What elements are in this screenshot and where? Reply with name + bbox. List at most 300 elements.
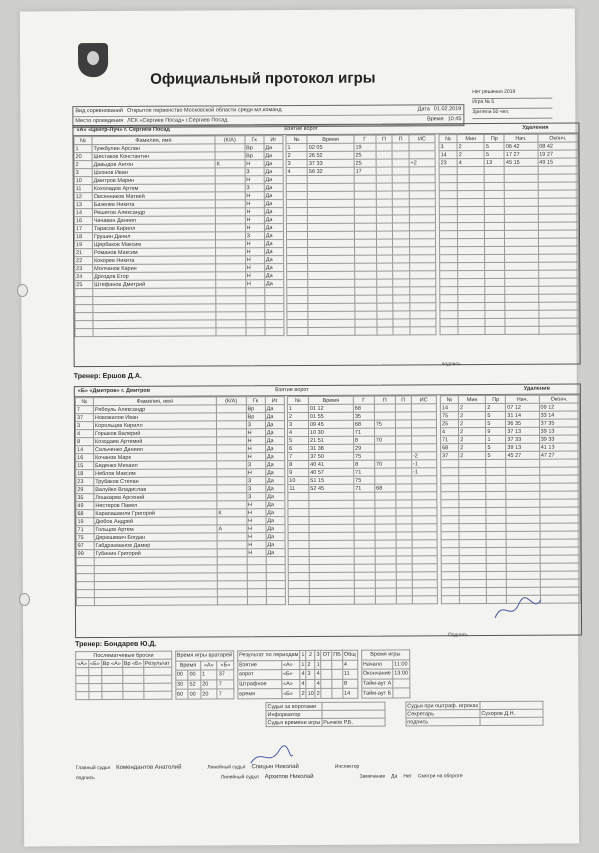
right-official-role: подпись — [406, 718, 480, 726]
team-a-pen-empty — [439, 191, 457, 199]
team-b-player-cell: Новожилов Иван — [93, 413, 216, 422]
team-a-goal-col-header: П — [376, 135, 393, 143]
team-a-pen-empty — [458, 271, 485, 279]
team-b-goal-scorer: 71 — [353, 428, 374, 436]
team-a-goal-empty — [393, 303, 410, 311]
team-b-goal-empty — [375, 588, 396, 596]
team-a-player-cell — [265, 312, 284, 320]
team-a-player-cell: Да — [264, 176, 283, 184]
team-a-goal-empty — [376, 255, 393, 263]
period-row — [238, 689, 358, 699]
team-b-goal-time: 01 55 — [308, 412, 353, 420]
team-a-player-cell — [246, 320, 265, 328]
team-a-goal-empty — [308, 319, 355, 327]
team-a-pen-col-header: Оконч. — [538, 134, 578, 142]
team-b-pen-end: 09 12 — [539, 403, 579, 411]
team-b-player-cell: 37 — [75, 414, 93, 422]
team-b-pen-min: 2 — [459, 404, 486, 412]
team-a-goal-empty — [308, 271, 355, 279]
team-b-col-header: Фамилия, имя — [93, 397, 216, 406]
team-a-goal-empty — [409, 231, 435, 239]
team-b-player-cell — [247, 573, 266, 581]
team-b-player-cell: Неблов Максим — [94, 469, 217, 478]
team-a-pen-empty — [485, 318, 505, 326]
team-b-player-cell — [247, 597, 266, 605]
team-a-goal-assist1 — [376, 159, 393, 167]
team-a-player-cell: Щербаков Максим — [92, 240, 215, 249]
goalie-title: Время игры вратарей — [176, 652, 233, 659]
time: 10:45 — [447, 116, 462, 123]
team-a-player-cell: Н — [245, 224, 264, 232]
team-b-player-cell: Н — [246, 469, 265, 477]
team-b-pen-player: 25 — [440, 420, 458, 428]
period-value — [332, 669, 343, 679]
team-a-pen-empty — [504, 174, 537, 182]
team-b-goal-empty — [412, 532, 437, 540]
team-b-pen-empty — [441, 468, 459, 476]
team-a-goal-empty — [410, 327, 436, 335]
team-a-player-cell — [265, 320, 284, 328]
team-a-goal-empty — [377, 311, 394, 319]
team-b-player-cell: Н — [247, 517, 266, 525]
team-b-goal-assist1 — [375, 468, 396, 476]
team-a-pen-empty — [505, 214, 538, 222]
team-a-player-cell: Н — [245, 160, 264, 168]
team-b-goal-empty — [412, 524, 437, 532]
team-a-player-cell: Кокорев Никита — [93, 256, 216, 265]
team-a-pen-empty — [458, 319, 485, 327]
team-b-goal-empty — [354, 508, 375, 516]
team-b-goal-empty — [396, 564, 412, 572]
team-a-player-cell: Овсянников Матвей — [92, 192, 215, 201]
team-a-player-cell: Н — [245, 248, 264, 256]
team-b-pen-empty — [441, 492, 459, 500]
team-a-player-cell: 11 — [74, 185, 92, 193]
remark-option: Нет — [403, 773, 412, 780]
team-b-pen-empty — [459, 580, 486, 588]
date-label: Дата — [417, 106, 430, 113]
team-b-goal-assist1 — [374, 452, 395, 460]
protocol-label: Нет решения 2019 — [472, 89, 552, 99]
team-b-player-cell — [217, 469, 247, 477]
team-b-goal-no: 10 — [288, 476, 309, 484]
game-time-row — [361, 688, 409, 698]
team-b-goal-empty — [309, 548, 354, 556]
team-b-goal-empty — [354, 588, 375, 596]
team-a-player-cell: Да — [264, 280, 283, 288]
team-b-pen-empty — [540, 515, 580, 523]
team-b-pen-start: 39 13 — [506, 443, 539, 451]
team-b-goal-empty — [354, 556, 375, 564]
shootout-cell — [143, 691, 171, 699]
team-b-goal-empty — [288, 588, 309, 596]
team-a-goal-empty — [393, 271, 410, 279]
team-a-pen-col-header: Нач. — [504, 134, 537, 142]
team-a-player-cell: Штефанов Дмитрий — [93, 280, 216, 289]
team-b-player-cell: З — [246, 485, 265, 493]
team-b-player-cell — [247, 565, 266, 573]
team-b-player-cell — [217, 557, 247, 565]
team-a-pen-empty — [485, 238, 505, 246]
team-a-pen-empty — [485, 310, 505, 318]
team-a-goal-empty — [393, 319, 410, 327]
team-b-player-cell: 49 — [76, 502, 94, 510]
game-time-table — [361, 649, 410, 698]
game-time-row — [361, 679, 409, 689]
team-a-goal-empty — [308, 247, 355, 255]
team-b-pen-empty — [441, 532, 459, 540]
team-b-goal-situation — [411, 412, 436, 420]
team-a-penalties-table — [438, 134, 579, 336]
summary-row — [75, 649, 580, 701]
team-b-goal-no: 9 — [288, 468, 309, 476]
team-b-goal-empty — [309, 564, 354, 572]
team-a-player-cell — [216, 288, 246, 296]
team-b-player-cell — [216, 413, 246, 421]
team-b-player-cell: З — [246, 461, 265, 469]
team-b-pen-empty — [441, 524, 459, 532]
team-b-pen-end: 47 27 — [539, 451, 579, 459]
team-a-goal-empty — [286, 207, 307, 215]
team-b-pen-player: 37 — [441, 452, 459, 460]
goalie-cell: 00 — [188, 689, 201, 699]
team-b-pen-empty — [540, 579, 580, 587]
team-a-goal-empty — [287, 279, 308, 287]
team-b-pen-empty — [441, 508, 459, 516]
team-a-goal-empty — [354, 223, 376, 231]
team-a-player-cell — [75, 313, 93, 321]
team-b-goal-assist1 — [374, 444, 395, 452]
team-b-player-cell: Рябоуль Александр — [93, 405, 216, 414]
team-a-pen-empty — [440, 287, 458, 295]
team-a-pen-empty — [440, 303, 458, 311]
team-a-goal-col-header: Г — [354, 135, 376, 143]
team-b-signature-label: Подпись — [448, 632, 468, 639]
team-a-col-header: Гк — [245, 136, 264, 144]
shootout-col-header: Результат — [144, 660, 170, 667]
team-a-pen-empty — [485, 286, 505, 294]
period-label: время — [238, 689, 282, 699]
team-b-player-cell — [217, 461, 247, 469]
goalie-cell: 37 — [217, 670, 234, 680]
team-b-pen-start: 36 35 — [506, 419, 539, 427]
team-a-pen-empty — [505, 286, 538, 294]
team-a-goal-empty — [410, 319, 436, 327]
shootout-table — [75, 651, 172, 701]
period-row — [238, 669, 358, 679]
team-a-goal-empty — [377, 327, 394, 335]
team-a-pen-empty — [440, 327, 458, 335]
team-a-pen-empty — [538, 214, 578, 222]
referee-signature — [249, 745, 294, 770]
team-a-pen-empty — [538, 270, 578, 278]
team-a-goal-empty — [377, 303, 394, 311]
team-b-player-cell: Н — [246, 453, 265, 461]
shootout-col-header: «А» — [77, 660, 88, 667]
period-col-header: ПБ — [333, 652, 341, 659]
team-a-pen-col-header: № — [439, 135, 457, 143]
period-value: 14 — [342, 689, 357, 699]
goalie-cell: 7 — [217, 689, 234, 699]
team-a-player-cell — [215, 168, 245, 176]
period-team: «Б» — [282, 689, 301, 699]
team-a-pen-empty — [439, 167, 457, 175]
referees-block — [76, 763, 581, 782]
team-a-goal-empty — [376, 223, 393, 231]
team-b-pen-empty — [487, 579, 507, 587]
team-b-pen-col-header: Нач. — [506, 395, 539, 403]
team-a-pen-row — [440, 326, 579, 335]
team-b-player-cell — [247, 581, 266, 589]
team-b-goal-time: 51 15 — [309, 476, 354, 484]
team-a-player-cell — [215, 248, 245, 256]
team-b-pen-start: 45 27 — [506, 451, 539, 459]
team-a-player-cell: Шхонов Иван — [92, 168, 215, 177]
team-b-pen-empty — [459, 460, 486, 468]
team-b-player-cell: Н — [246, 437, 265, 445]
inspector-label: Инспектор — [334, 763, 360, 770]
team-b-pen-end: 37 35 — [539, 419, 579, 427]
team-b-player-cell — [76, 590, 94, 598]
team-b-goal-time: 40 57 — [309, 468, 354, 476]
team-a-pen-empty — [538, 246, 578, 254]
game-time-label: Тайм-аут А — [362, 680, 392, 687]
team-a-col-header: Иг — [264, 136, 283, 144]
shootout-cell — [101, 667, 122, 675]
team-a-pen-player: 23 — [439, 159, 457, 167]
team-b-pen-player: 14 — [440, 404, 458, 412]
team-b-pen-empty — [486, 531, 506, 539]
team-a-pen-empty — [440, 247, 458, 255]
team-a-pen-col-header: Мин — [457, 135, 484, 143]
team-a-player-cell: 23 — [75, 265, 93, 273]
team-b-player-cell: Н — [247, 525, 266, 533]
competition-label: Вид соревнований — [75, 107, 123, 115]
team-a-player-cell — [265, 296, 284, 304]
team-b-pen-empty — [459, 572, 486, 580]
team-a-player-cell: Чачавин Даниил — [92, 216, 215, 225]
team-a-player-cell: 17 — [74, 225, 92, 233]
period-col-header: ОТ — [322, 652, 331, 659]
remark-option: Смотри на обороте — [417, 773, 463, 780]
period-value: 4 — [301, 671, 305, 678]
team-a-goal-empty — [392, 183, 409, 191]
team-b-goal-empty — [354, 492, 375, 500]
team-b-goal-empty — [412, 588, 437, 596]
team-b-goal-empty — [396, 492, 412, 500]
team-b-player-cell — [217, 533, 247, 541]
team-a-pen-empty — [457, 183, 484, 191]
team-b-player-cell: Губинин Григорий — [94, 549, 217, 558]
team-a-player-cell — [215, 208, 245, 216]
team-b-goal-empty — [396, 572, 412, 580]
team-b-player-cell: 71 — [76, 526, 94, 534]
team-b-pen-end: 41 13 — [539, 443, 579, 451]
team-a-pen-empty — [458, 295, 485, 303]
team-b-pen-empty — [459, 484, 486, 492]
team-b-player-cell — [266, 573, 285, 581]
team-a-goal-empty — [354, 191, 376, 199]
team-b-pen-empty — [459, 508, 486, 516]
team-a-player-cell: Кохоладов Артем — [92, 184, 215, 193]
team-a-goal-empty — [410, 303, 436, 311]
team-b-goal-empty — [288, 508, 309, 516]
team-b-player-cell: Сильченко Даниил — [94, 445, 217, 454]
team-a-player-cell — [265, 328, 284, 336]
team-b-goal-assist2 — [395, 460, 411, 468]
team-a-player-cell: Решетов Александр — [92, 208, 215, 217]
team-b-pen-min: 2 — [459, 420, 486, 428]
team-a-goal-empty — [376, 191, 393, 199]
team-b-goal-empty — [309, 492, 354, 500]
game-time-label: Тайм-аут Б — [362, 690, 392, 697]
team-a-pen-empty — [505, 310, 538, 318]
team-b-pen-col-header: Оконч. — [539, 395, 579, 403]
team-a-pen-empty — [457, 207, 484, 215]
team-b-goal-situation: -2 — [411, 452, 436, 460]
team-b-pen-empty — [459, 524, 486, 532]
team-a-goal-empty — [393, 311, 410, 319]
team-b-player-cell: 75 — [76, 534, 94, 542]
team-a-player-cell — [216, 264, 246, 272]
team-b-goal-no: 7 — [288, 452, 309, 460]
team-b-goal-scorer: 75 — [354, 476, 375, 484]
team-b-goal-empty — [309, 588, 354, 596]
team-a-pen-min: 4 — [457, 159, 484, 167]
team-b-pen-title: Удаления — [523, 385, 550, 392]
team-b-goal-empty — [396, 548, 412, 556]
team-b-player-cell: 99 — [76, 550, 94, 558]
team-b-goal-empty — [396, 516, 412, 524]
team-b-goal-empty — [396, 596, 412, 604]
team-b-col-header: № — [75, 398, 93, 406]
team-b-goal-empty — [412, 500, 437, 508]
team-b-player-cell — [266, 597, 285, 605]
team-a-goal-empty — [287, 303, 308, 311]
team-b-goal-scorer: 8 — [353, 436, 374, 444]
period-value: 3 — [306, 670, 315, 680]
team-b-player-cell: Да — [265, 405, 284, 413]
team-a-pen-empty — [458, 311, 485, 319]
team-b-goal-assist2 — [395, 404, 411, 412]
period-value: 2 — [316, 690, 320, 697]
shootout-cell — [89, 684, 102, 692]
shootout-cell — [143, 675, 171, 683]
team-a-goal-empty — [377, 319, 394, 327]
period-row — [238, 679, 358, 689]
team-a-pen-empty — [538, 198, 578, 206]
team-a-pen-empty — [458, 327, 485, 335]
team-a-player-cell: 1 — [74, 145, 92, 153]
team-a-pen-empty — [440, 279, 458, 287]
team-b-pen-empty — [506, 475, 539, 483]
line1-label: Линейный судья — [207, 764, 246, 771]
team-a-goal-empty — [410, 271, 436, 279]
period-value: 4 — [342, 660, 357, 670]
team-a-player-cell: Базелев Никита — [92, 200, 215, 209]
handwritten-signature — [493, 594, 543, 624]
team-b-pen-empty — [459, 556, 486, 564]
team-a-goal-empty — [287, 271, 308, 279]
team-b-pen-empty — [540, 587, 580, 595]
team-b-player-cell — [217, 493, 247, 501]
team-a-goal-empty — [286, 231, 307, 239]
team-a-goal-no: 2 — [286, 151, 307, 159]
team-b-pen-empty — [460, 596, 487, 604]
team-a-pen-empty — [440, 263, 458, 271]
team-b-player-cell — [94, 597, 217, 606]
team-a-pen-end: 49 15 — [538, 158, 578, 166]
team-a-pen-empty — [440, 319, 458, 327]
team-a-player-cell — [215, 176, 245, 184]
team-b-goal-empty — [288, 564, 309, 572]
team-b-title: «Б» «Дмитров» г. Дмитров — [77, 387, 151, 395]
team-b-goal-no: 1 — [287, 404, 308, 412]
team-a-goal-empty — [409, 263, 435, 271]
team-b-pen-empty — [539, 459, 579, 467]
team-b-pen-empty — [441, 460, 459, 468]
team-a-goal-empty — [409, 207, 435, 215]
team-b-pen-min: 2 — [459, 412, 486, 420]
period-value — [321, 670, 332, 680]
team-b-pen-empty — [487, 555, 507, 563]
team-b-player-cell — [247, 589, 266, 597]
team-b-goal-assist1 — [374, 412, 395, 420]
team-a-col-header: Фамилия, имя — [92, 136, 215, 145]
team-a-goal-empty — [392, 175, 409, 183]
team-b-goal-scorer: 35 — [353, 412, 374, 420]
period-value: 2 — [301, 690, 305, 697]
period-team: «А» — [281, 660, 300, 670]
team-b-goal-scorer: 68 — [353, 420, 374, 428]
game-time-title: Время игры — [361, 650, 409, 660]
team-a-goal-empty — [393, 295, 410, 303]
team-a-goal-empty — [376, 207, 393, 215]
team-b-player-cell: Да — [266, 549, 285, 557]
team-a-pen-empty — [505, 270, 538, 278]
shootout-col-header: Вр «Б» — [123, 660, 142, 667]
team-b-goal-empty — [309, 500, 354, 508]
team-a-goal-empty — [354, 183, 376, 191]
team-a-goal-time: 37 33 — [307, 159, 354, 167]
team-b-pen-col-header: № — [440, 396, 458, 404]
team-b-pen-min: 2 — [459, 428, 486, 436]
team-a-player-cell: Да — [264, 224, 283, 232]
team-a-pen-empty — [538, 238, 578, 246]
team-a-goal-empty — [308, 215, 355, 223]
team-a-goal-assist2 — [392, 159, 409, 167]
team-a-goal-empty — [354, 175, 376, 183]
team-b-pen-empty — [486, 515, 506, 523]
right-official-name — [480, 717, 543, 725]
team-a-pen-start: 06 42 — [504, 142, 537, 150]
team-a-pen-empty — [458, 215, 485, 223]
team-b-pen-empty — [459, 476, 486, 484]
team-a-player-cell: Н — [245, 256, 264, 264]
team-a-goal-empty — [355, 255, 377, 263]
period-col-header: 2 — [306, 650, 315, 660]
team-b-goal-empty — [375, 580, 396, 588]
team-a-player-cell — [75, 329, 93, 337]
team-b-goal-empty — [354, 500, 375, 508]
team-b-goal-assist2 — [395, 444, 411, 452]
team-b-pen-col-header: Пр — [486, 395, 506, 403]
team-b-player-cell: Габдрахманов Дамир — [94, 541, 217, 550]
team-b-pen-empty — [539, 467, 579, 475]
team-a-goal-empty — [393, 327, 410, 335]
team-b-pen-empty — [441, 572, 459, 580]
team-a-player-cell: Шестаков Константин — [92, 152, 215, 161]
